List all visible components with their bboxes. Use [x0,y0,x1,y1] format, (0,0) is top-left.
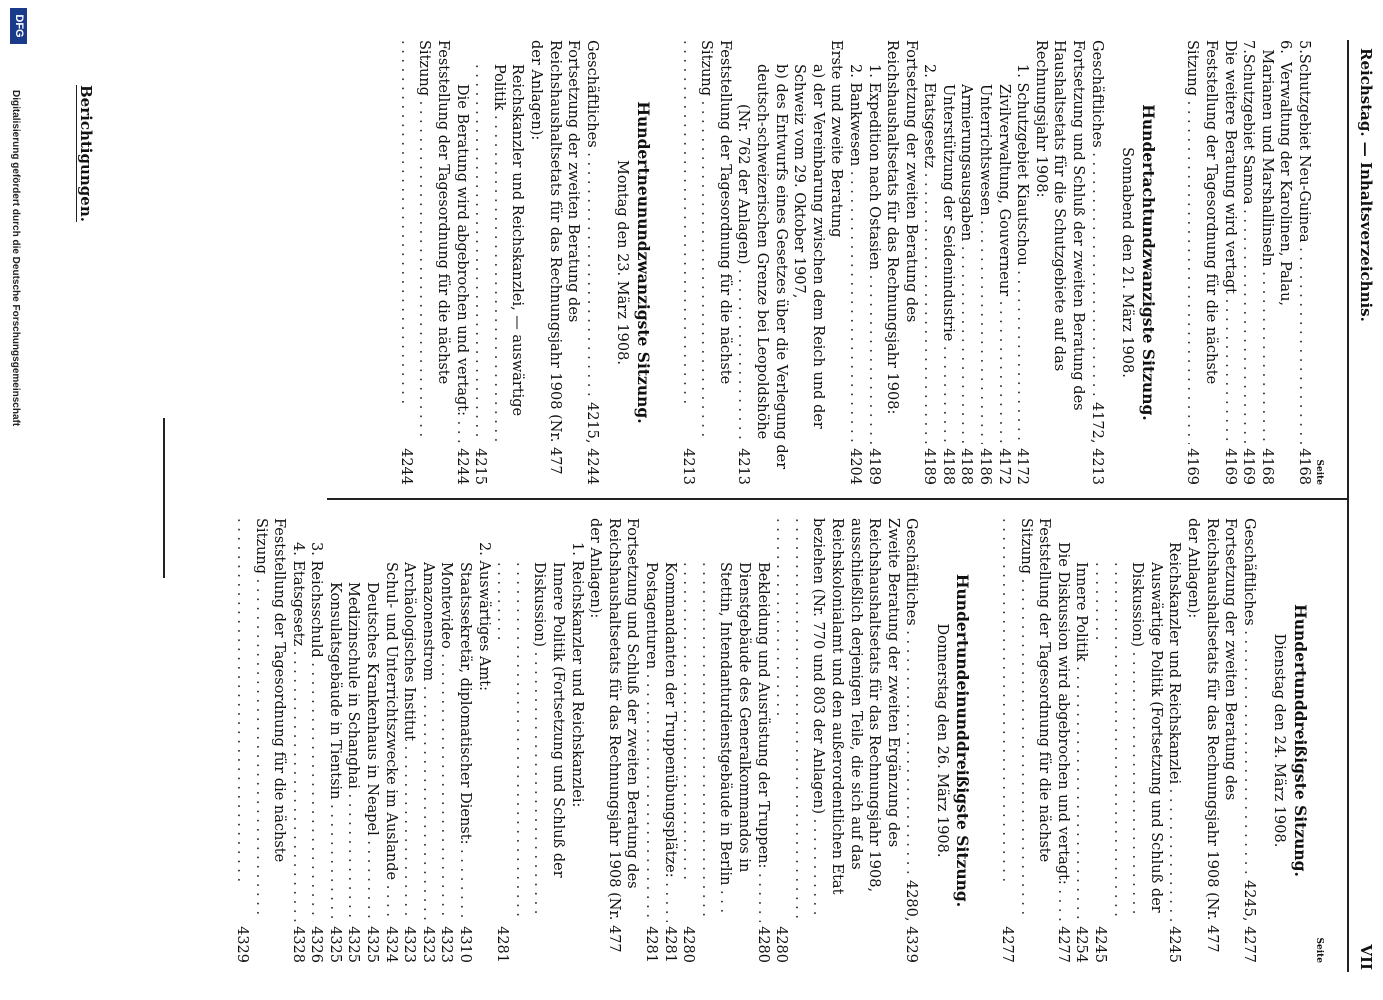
toc-entry-label: Bekleidung und Ausrüstung der Truppen: . . . [753,562,772,922]
toc-entry [396,40,452,485]
toc-entry-page: 4324 [382,926,399,963]
toc-entry-label: Archäologisches Institut . . . [400,562,419,922]
toc-entry-page: 4280, 4329 [903,879,920,963]
toc-entry-page: 4204 [846,448,863,485]
toc-entry [474,518,493,963]
toc-entry-label: Deutsches Krankenhaus in Neapel . . . [363,582,382,922]
toc-entry-page: 4328 [289,926,306,963]
toc-entry-label: Geschäftliches . . . [902,518,921,876]
toc-entry-label: Geschäftliches . . . [582,40,601,398]
left-column [396,40,1325,485]
toc-entry-label: Geschäftliches . . . [1239,518,1258,876]
toc-entry [1183,40,1202,485]
toc-entry-number: 7. [1240,40,1257,54]
toc-entry [1165,518,1184,963]
toc-entry-page: 4189 [921,448,938,485]
toc-entry [288,518,307,963]
toc-entry [998,518,1054,963]
toc-entry-page: 4169 [1221,448,1238,485]
toc-entry [790,40,827,485]
toc-entry [1294,40,1313,485]
toc-entry-label: Staatssekretär, diplomatischer Dienst: . . . [455,562,474,922]
toc-entry-label: Fortsetzung der zweiten Beratung des Reichshaushaltsetats für das Rechnungsjahr 1908 (Nr. 477 der Anlagen): [528,40,582,475]
toc-entry [920,40,939,485]
toc-entry [381,518,400,963]
toc-entry-label: Montevideo . . . [437,562,456,922]
toc-entry [400,518,419,963]
toc-entry-label: Feststellung der Tagesordnung für die nächste Sitzung . . . [232,518,288,922]
session-items [678,40,1106,485]
toc-entry-page: 4172, 4213 [1088,401,1105,485]
toc-entry-page: 4277 [1054,926,1071,963]
toc-entry-label: Die weitere Beratung wird vertagt . . . [1220,40,1239,444]
toc-entry-page: 4323 [401,926,418,963]
toc-entry-label: Die Beratung wird abgebrochen und vertagt: . . . [452,84,471,444]
toc-entry-page: 4213 [679,448,696,485]
toc-entry-label: a) der Vereinbarung zwischen dem Reich und der Schweiz vom 29. Oktober 1907, [791,64,826,429]
toc-entry-label: Sitzung . . . [1183,40,1202,444]
session-items [998,518,1258,963]
toc-entry [452,40,471,485]
toc-entry-page: 4188 [958,448,975,485]
toc-entry-page: 4172 [995,448,1012,485]
toc-entry-label: Dienstgebäude des Generalkommandos in Stettin, Intendanturdienstgebäude in Berlin . . . [679,562,753,922]
toc-entry-page: 4245 [1092,926,1109,963]
toc-entry-number: 5. [1296,40,1312,54]
seite-label: Seite [1314,937,1324,963]
running-header-left: Reichstag. — Inhaltsverzeichnis. [1357,48,1375,322]
toc-entry [1183,518,1239,963]
toc-entry [994,40,1013,485]
toc-entry [1239,40,1258,485]
session-date: Dienstag den 24. März 1908. [1271,633,1288,848]
toc-entry-page: 4188 [939,448,956,485]
toc-entry [1257,40,1276,485]
toc-entry-label: (Nr. 762 der Anlagen) . . . [734,104,753,444]
toc-entry-page: 4281 [661,926,678,963]
toc-entry [1201,40,1220,485]
toc-entry-page: 4325 [364,926,381,963]
toc-entry-label: Unterstützung der Seidenindustrie . . . [938,84,957,444]
toc-entry [232,518,288,963]
toc-entry-page: 4186 [977,448,994,485]
toc-entry [864,40,883,485]
column-divider [327,498,1347,500]
digitization-note: Digitalisierung gefördert durch die Deutsche Forschungsgemeinschaft [10,90,21,427]
toc-entry-label: Auswärtige Politik (Fortsetzung und Schluß der Diskussion) . . . [1090,562,1164,922]
toc-entry-label: Innere Politik (Fortsetzung und Schluß der Diskussion) . . . [493,562,567,922]
toc-entry-label: Konsulatsgebäude in Tientsin . . . [325,582,344,922]
corrections-heading: Berichtigungen. [77,85,95,222]
toc-entry [957,40,976,485]
toc-entry-page: 4213 [735,448,752,485]
header-rule [1348,40,1350,972]
toc-entry [772,518,902,963]
toc-entry [493,518,567,963]
toc-entry-label: 2. Bankwesen . . . [845,64,864,444]
toc-entry [567,518,586,963]
left-top-items [1183,40,1313,485]
toc-entry [679,518,753,963]
toc-entry [307,518,326,963]
session-date: Montag den 23. März 1908. [614,160,631,365]
toc-entry-label: 2. Etatsgesetz . . . [920,64,939,444]
toc-entry [418,518,437,963]
session-title: Hundertachtundzwanzigste Sitzung. [1138,104,1158,421]
seite-label: Seite [1314,459,1324,485]
toc-entry-label: Reichskanzler und Reichskanzlei, — auswärtige Politik . . . [471,64,527,444]
toc-entry-label: Die Diskussion wird abgebrochen und vertagt: . . . [1053,542,1072,922]
toc-entry-label: 4. Etatsgesetz . . . [288,542,307,922]
toc-entry [1031,40,1087,485]
toc-entry-label: Medizinschule in Schanghai . . . [344,582,363,922]
toc-entry-page: 4281 [494,926,511,963]
toc-entry-page: 4215 [472,448,489,485]
toc-entry-label: Armierungsausgaben . . . [957,84,976,444]
toc-entry-label: Verwaltung der Karolinen, Palau, [1277,62,1294,307]
toc-entry-label: Schutzgebiet Samoa . . . [1239,54,1258,444]
toc-entry [827,40,846,485]
toc-entry [582,40,601,485]
toc-entry [734,40,753,485]
toc-entry-label: 1. Schutzgebiet Kiautschou . . . [1013,64,1032,444]
toc-entry-label: Kommandanten der Truppenübungsplätze: . . . [660,562,679,922]
toc-entry [902,518,921,963]
session-items [232,518,920,963]
toc-entry [1072,518,1091,963]
toc-entry-label: Postagenturen . . . [641,562,660,922]
toc-entry [1087,40,1106,485]
toc-entry-label: Schul- und Unterrichtszwecke im Auslande . . . [381,562,400,922]
toc-entry [678,40,734,485]
toc-entry-page: 4245 [1166,926,1183,963]
toc-entry [1013,40,1032,485]
toc-entry-page: 4169 [1184,448,1201,485]
toc-entry [753,518,772,963]
toc-entry-label: Zweite Beratung der zweiten Ergänzung des Reichshaushaltsetats für das Rechnungsjahr 1908, ausschließlich derjenigen Teile, die sich auf das Reichskolonialamt und den außerordentlichen Etat beziehen (Nr. 770 und 803 der Anlagen) . . . [772,518,902,922]
session-date: Sonnabend den 21. März 1908. [1119,147,1136,378]
toc-entry-page: 4280 [773,926,790,963]
toc-entry-label: Feststellung der Tagesordnung für die nächste Sitzung . . . [678,40,734,444]
toc-entry [526,40,582,485]
toc-entry-label: Feststellung der Tagesordnung für die nächste Sitzung . . . [998,518,1054,922]
toc-entry-label: 1. Expedition nach Ostasien . . . [864,64,883,444]
session-date: Donnerstag den 26. März 1908. [933,623,950,858]
toc-entry-number: 6. [1277,40,1294,54]
toc-entry-label: Erste und zweite Beratung [828,40,845,238]
toc-entry-label: Geschäftliches . . . [1087,40,1106,398]
toc-entry-page: 4168 [1296,448,1312,485]
toc-entry-label: b) des Entwurfs eines Gesetzes über die Verlegung der deutsch-schweizerischen Grenze bei Leopoldshöhe [753,64,789,470]
toc-entry-label: Fortsetzung der zweiten Beratung des Reichshaushaltsetats für das Rechnungsjahr 1908: [884,40,919,415]
toc-entry-page: 4215, 4244 [583,401,600,485]
toc-entry-page: 4325 [345,926,362,963]
session-title: Hundertunddreißigste Sitzung. [1291,604,1310,877]
toc-entry-page: 4329 [233,926,250,963]
toc-entry-label: Schutzgebiet Neu-Guinea . . . [1294,54,1313,444]
session-items [396,40,601,485]
toc-entry [455,518,474,963]
toc-entry-page: 4189 [865,448,882,485]
toc-entry [660,518,679,963]
toc-entry [938,40,957,485]
right-column [232,518,1325,963]
toc-entry-page: 4245, 4277 [1240,879,1257,963]
toc-entry [752,40,789,485]
toc-entry-page: 4244 [397,448,414,485]
toc-entry-label: Fortsetzung und Schluß der zweiten Beratung des Haushaltsetats für die Schutzgebiete auf das Rechnungsjahr 1908: [1032,40,1087,411]
toc-entry [976,40,995,485]
toc-entry-page: 4323 [419,926,436,963]
toc-entry [641,518,660,963]
toc-entry-label: Zivilverwaltung, Gouverneur . . . [994,84,1013,444]
toc-entry-label: Innere Politik . . . [1072,562,1091,922]
toc-entry-page: 4310 [457,926,474,963]
toc-entry-page: 4254 [1073,926,1090,963]
toc-entry [1220,40,1239,485]
toc-entry-label: Feststellung der Tagesordnung für die nächste Sitzung . . . [396,40,452,444]
page-number: VII [1357,944,1375,970]
toc-entry [437,518,456,963]
toc-entry [325,518,344,963]
toc-entry [883,40,920,485]
toc-entry [1090,518,1164,963]
toc-entry-label: Amazonenstrom . . . [418,562,437,922]
toc-entry-page: 4281 [643,926,659,963]
toc-entry-page: 4326 [308,926,325,963]
session-title: Hundertundeinunddreißigste Sitzung. [953,573,973,908]
toc-entry-label: Unterrichtswesen . . . [976,84,995,444]
toc-entry-label: Feststellung der Tagesordnung für die nächste [1203,40,1220,385]
toc-entry [471,40,527,485]
toc-entry [363,518,382,963]
toc-entry-label: 2. Auswärtiges Amt: [475,542,492,691]
toc-entry-label: 3. Reichsschuld . . . [307,542,326,922]
toc-entry-label: Marianen und Marshallinseln . . . [1257,49,1276,444]
toc-entry-page: 4277 [999,926,1016,963]
toc-entry-page: 4280 [754,926,771,963]
toc-entry-page: 4244 [453,448,470,485]
toc-entry [586,518,642,963]
toc-entry-label: Fortsetzung und Schluß der zweiten Beratung des Reichshaushaltsetats für das Rechnungsjahr 1908 (Nr. 477 der Anlagen): [587,518,641,953]
toc-entry [845,40,864,485]
toc-entry-page: 4169 [1240,448,1257,485]
toc-entry-label: 1. Reichskanzler und Reichskanzlei: [568,542,585,808]
session-title: Hundertneunundzwanzigste Sitzung. [634,101,653,424]
toc-entry-label: Fortsetzung der zweiten Beratung des Reichshaushaltsetats für das Rechnungsjahr 1908 (Nr. 477 der Anlagen): [1185,518,1239,953]
toc-entry-page: 4323 [438,926,455,963]
toc-entry [344,518,363,963]
toc-entry-page: 4172 [1014,448,1031,485]
toc-entry [1053,518,1072,963]
toc-entry-label: Reichskanzler und Reichskanzlei . . . [1165,542,1184,922]
separator-rule [163,418,165,578]
toc-entry-page: 4325 [326,926,343,963]
dfg-logo: DFG [10,8,27,44]
toc-entry [1239,518,1258,963]
toc-entry-page: 4280 [680,926,697,963]
toc-entry [1276,40,1295,485]
toc-entry-page: 4168 [1258,448,1275,485]
